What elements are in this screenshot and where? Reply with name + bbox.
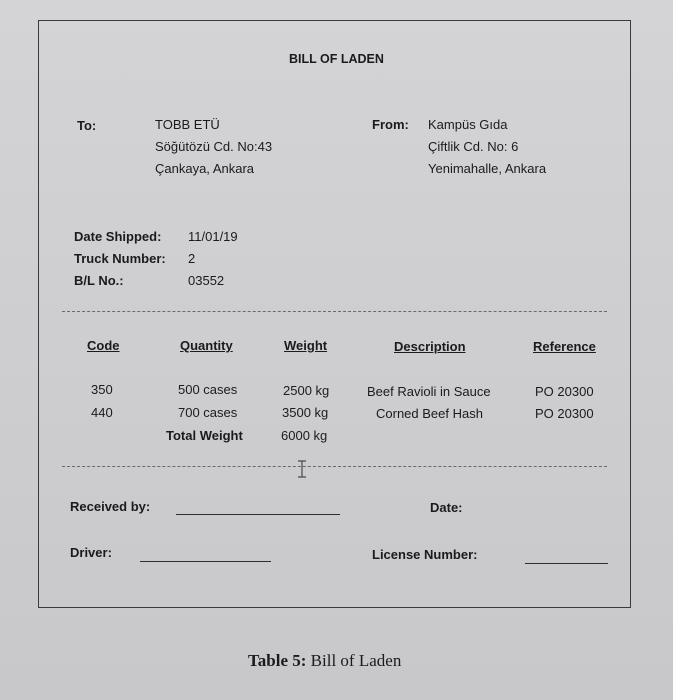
from-line-3: Yenimahalle, Ankara — [428, 161, 547, 176]
to-line-2: Söğütözü Cd. No:43 — [155, 139, 273, 154]
to-line-1: TOBB ETÜ — [155, 117, 220, 132]
header-description: Description — [394, 339, 466, 354]
from-label: From: — [372, 117, 409, 132]
row-1-code: 350 — [91, 382, 113, 397]
row-1-quantity: 500 cases — [178, 382, 238, 397]
separator-top — [62, 311, 607, 312]
row-1-description: Beef Ravioli in Sauce — [367, 384, 491, 399]
date-shipped-label: Date Shipped: — [74, 229, 162, 244]
row-2-reference: PO 20300 — [535, 406, 594, 421]
from-line-2: Çiftlik Cd. No: 6 — [428, 139, 519, 154]
header-reference: Reference — [533, 339, 596, 354]
row-2-code: 440 — [91, 405, 113, 420]
from-line-1: Kampüs Gıda — [428, 117, 508, 132]
header-weight: Weight — [284, 338, 328, 353]
date-shipped-value: 11/01/19 — [188, 229, 238, 244]
row-2-weight: 3500 kg — [282, 405, 329, 420]
caption-text: Bill of Laden — [310, 651, 402, 670]
caption-prefix: Table 5: — [248, 651, 307, 670]
table-caption — [248, 651, 401, 671]
truck-number-label: Truck Number: — [74, 251, 166, 266]
document-frame — [38, 20, 631, 608]
text-cursor-icon — [296, 460, 308, 478]
header-code: Code — [87, 338, 120, 353]
license-number-label: License Number: — [372, 547, 478, 562]
driver-line[interactable] — [140, 561, 271, 562]
bl-number-value: 03552 — [188, 273, 225, 288]
to-label: To: — [77, 118, 97, 133]
truck-number-value: 2 — [188, 251, 196, 266]
received-by-line[interactable] — [176, 514, 340, 515]
row-1-reference: PO 20300 — [535, 384, 594, 399]
row-2-quantity: 700 cases — [178, 405, 238, 420]
row-1-weight: 2500 kg — [283, 383, 330, 398]
bl-number-label: B/L No.: — [74, 273, 124, 288]
license-number-line[interactable] — [525, 563, 608, 564]
received-by-label: Received by: — [70, 499, 151, 514]
signature-date-label: Date: — [430, 500, 463, 515]
driver-label: Driver: — [70, 545, 112, 560]
document-title: BILL OF LADEN — [289, 52, 384, 66]
separator-bottom — [62, 466, 607, 467]
total-weight-label: Total Weight — [166, 428, 243, 443]
header-quantity: Quantity — [180, 338, 233, 353]
row-2-description: Corned Beef Hash — [376, 406, 483, 421]
total-weight-value: 6000 kg — [281, 428, 328, 443]
to-line-3: Çankaya, Ankara — [155, 161, 255, 176]
